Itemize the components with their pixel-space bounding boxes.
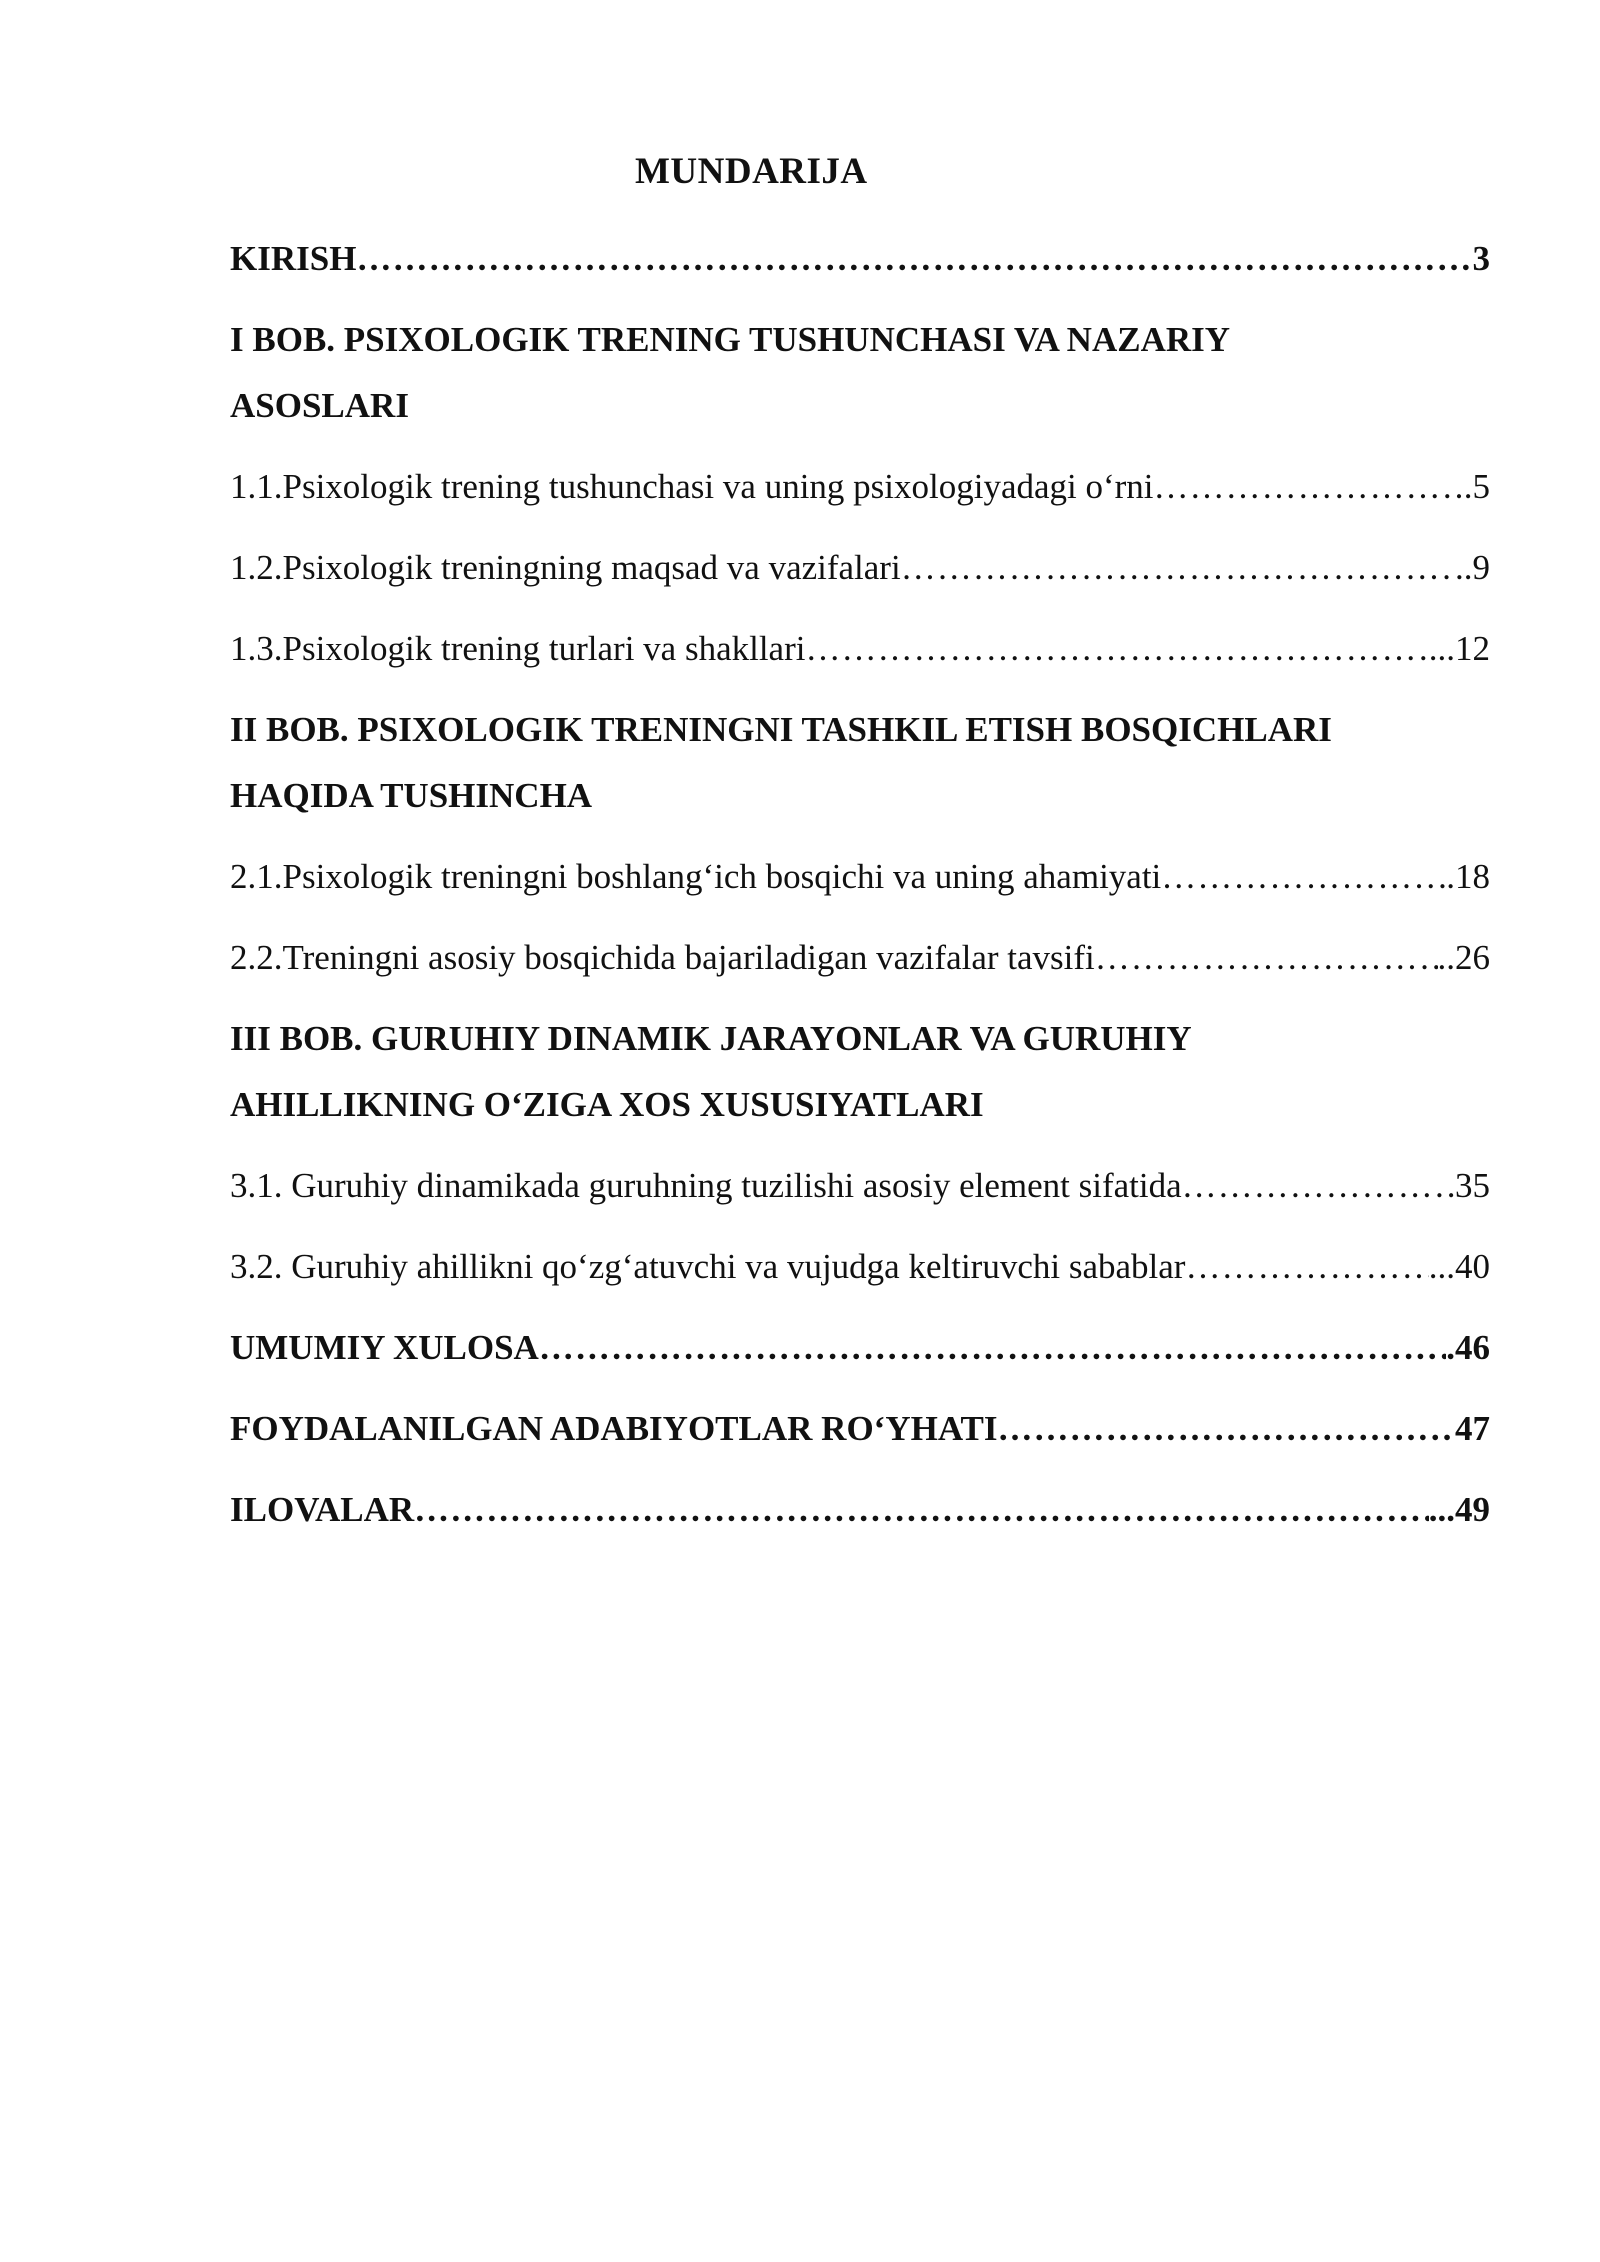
toc-entry-label: ILOVALAR	[230, 1490, 415, 1529]
chapter-heading-line: I BOB. PSIXOLOGIK TRENING TUSHUNCHASI VA NAZARIY	[230, 320, 1231, 359]
chapter-heading-line: HAQIDA TUSHINCHA	[230, 776, 593, 815]
toc-dot-leader	[901, 535, 1455, 601]
toc-dot-leader	[805, 616, 1428, 682]
toc-page-number: ..26	[1437, 938, 1490, 977]
toc-entry-label: 1.2.Psixologik treningning maqsad va vazifalari	[230, 548, 901, 587]
toc-page-number: .5	[1463, 467, 1490, 506]
toc-entry-ilovalar	[230, 1477, 1490, 1543]
toc-entry-2-2	[230, 925, 1490, 991]
toc-entry-label: 1.3.Psixologik trening turlari va shakllari	[230, 629, 806, 668]
toc-entry-label: FOYDALANILGAN ADABIYOTLAR RO‘YHATI	[230, 1409, 998, 1448]
toc-entry-3-1	[230, 1153, 1490, 1219]
toc-dot-leader	[1185, 1234, 1428, 1300]
toc-dot-leader	[997, 1396, 1455, 1462]
toc-dot-leader	[1161, 844, 1446, 910]
toc-dot-leader	[1095, 925, 1438, 991]
toc-page-number: ..9	[1455, 548, 1490, 587]
toc-dot-leader	[539, 1315, 1446, 1381]
toc-chapter-heading-3	[230, 1006, 1490, 1138]
chapter-heading-line: ASOSLARI	[230, 386, 409, 425]
toc-entry-2-1	[230, 844, 1490, 910]
toc-page-number: ...40	[1428, 1247, 1490, 1286]
chapter-heading-line: III BOB. GURUHIY DINAMIK JARAYONLAR VA GURUHIY	[230, 1019, 1192, 1058]
toc-entry-label: 2.2.Treningni asosiy bosqichida bajariladigan vazifalar tavsifi	[230, 938, 1095, 977]
toc-page-number: 3	[1472, 239, 1490, 278]
toc-page-number: .18	[1446, 857, 1490, 896]
toc-entry-xulosa	[230, 1315, 1490, 1381]
toc-dot-leader	[414, 1477, 1429, 1543]
chapter-heading-line: II BOB. PSIXOLOGIK TRENINGNI TASHKIL ETISH BOSQICHLARI	[230, 710, 1332, 749]
toc-page-number: .46	[1446, 1328, 1490, 1367]
page-title: MUNDARIJA	[635, 151, 868, 192]
toc-dot-leader	[1154, 454, 1464, 520]
toc-entry-label: 3.1. Guruhiy dinamikada guruhning tuzilishi asosiy element sifatida	[230, 1166, 1182, 1205]
toc-entry-adabiyotlar	[230, 1396, 1490, 1462]
toc-entry-label: UMUMIY XULOSA	[230, 1328, 539, 1367]
toc-dot-leader	[1182, 1153, 1455, 1219]
toc-entry-kirish	[230, 226, 1490, 292]
toc-entry-1-1	[230, 454, 1490, 520]
toc-entry-label: 3.2. Guruhiy ahillikni qo‘zg‘atuvchi va vujudga keltiruvchi sabablar	[230, 1247, 1186, 1286]
table-of-contents	[230, 226, 1490, 1558]
toc-entry-3-2	[230, 1234, 1490, 1300]
toc-entry-1-3	[230, 616, 1490, 682]
toc-chapter-heading-2	[230, 697, 1490, 829]
toc-page-number: ...49	[1428, 1490, 1490, 1529]
toc-page-number: 35	[1455, 1166, 1490, 1205]
toc-entry-label: 1.1.Psixologik trening tushunchasi va uning psixologiyadagi o‘rni	[230, 467, 1154, 506]
toc-entry-label: KIRISH	[230, 239, 357, 278]
toc-page-number: ...12	[1428, 629, 1490, 668]
toc-page-number: 47	[1455, 1409, 1490, 1448]
toc-entry-label: 2.1.Psixologik treningni boshlang‘ich bosqichi va uning ahamiyati	[230, 857, 1162, 896]
chapter-heading-line: AHILLIKNING O‘ZIGA XOS XUSUSIYATLARI	[230, 1085, 984, 1124]
toc-chapter-heading-1	[230, 307, 1490, 439]
toc-dot-leader	[356, 226, 1472, 292]
toc-entry-1-2	[230, 535, 1490, 601]
